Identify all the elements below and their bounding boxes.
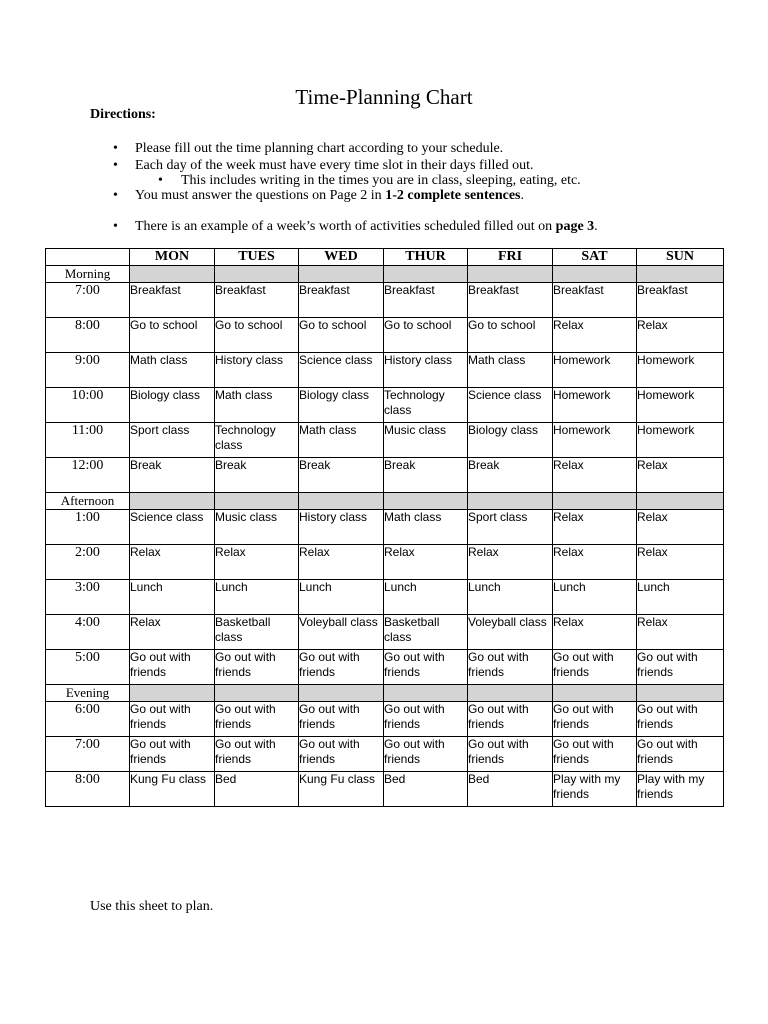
activity-cell: Math class [299, 423, 384, 458]
activity-cell: Homework [637, 388, 724, 423]
activity-cell: Relax [299, 545, 384, 580]
activity-cell: Go out with friends [553, 737, 637, 772]
activity-cell: Breakfast [299, 283, 384, 318]
activity-cell: Relax [553, 615, 637, 650]
activity-cell: Breakfast [553, 283, 637, 318]
day-header-fri: FRI [468, 249, 553, 266]
activity-cell: Math class [215, 388, 299, 423]
activity-cell: Math class [130, 353, 215, 388]
activity-cell: Relax [553, 510, 637, 545]
time-cell: 7:00 [46, 737, 130, 772]
table-row [46, 650, 724, 685]
activity-cell: Homework [553, 423, 637, 458]
day-header-sun: SUN [637, 249, 724, 266]
activity-cell: Lunch [215, 580, 299, 615]
activity-cell: Relax [130, 545, 215, 580]
activity-cell: Math class [468, 353, 553, 388]
activity-cell: Go out with friends [215, 650, 299, 685]
activity-cell: Science class [468, 388, 553, 423]
activity-cell: Homework [637, 353, 724, 388]
bullet-icon: • [113, 141, 118, 156]
section-fill-cell [215, 685, 299, 702]
section-fill-cell [637, 685, 724, 702]
activity-cell: Bed [468, 772, 553, 807]
time-cell: 11:00 [46, 423, 130, 458]
activity-cell: Relax [637, 510, 724, 545]
activity-cell: Biology class [299, 388, 384, 423]
activity-cell: Go out with friends [637, 650, 724, 685]
directions-item [113, 218, 598, 235]
activity-cell: Go out with friends [299, 737, 384, 772]
activity-cell: Relax [637, 458, 724, 493]
activity-cell: Technology class [384, 388, 468, 423]
activity-cell: Breakfast [637, 283, 724, 318]
table-row [46, 423, 724, 458]
bullet-icon: • [113, 219, 118, 234]
section-label: Afternoon [46, 493, 130, 510]
table-row [46, 545, 724, 580]
section-fill-cell [299, 493, 384, 510]
activity-cell: Lunch [468, 580, 553, 615]
footer-note: Use this sheet to plan. [90, 899, 214, 914]
section-fill-cell [637, 266, 724, 283]
activity-cell: Kung Fu class [299, 772, 384, 807]
activity-cell: Relax [637, 545, 724, 580]
activity-cell: Go to school [384, 318, 468, 353]
activity-cell: Sport class [130, 423, 215, 458]
activity-cell: Homework [553, 353, 637, 388]
activity-cell: Lunch [637, 580, 724, 615]
activity-cell: Go out with friends [637, 737, 724, 772]
activity-cell: Break [215, 458, 299, 493]
activity-cell: Play with my friends [553, 772, 637, 807]
activity-cell: Go out with friends [130, 702, 215, 737]
section-fill-cell [384, 493, 468, 510]
directions-label: Directions: [90, 107, 156, 122]
header-row [46, 249, 724, 266]
activity-cell: Play with my friends [637, 772, 724, 807]
activity-cell: Go out with friends [553, 650, 637, 685]
section-fill-cell [637, 493, 724, 510]
activity-cell: Voleyball class [299, 615, 384, 650]
activity-cell: Lunch [299, 580, 384, 615]
section-label: Evening [46, 685, 130, 702]
time-cell: 9:00 [46, 353, 130, 388]
activity-cell: Homework [637, 423, 724, 458]
activity-cell: Breakfast [384, 283, 468, 318]
activity-cell: Go out with friends [299, 650, 384, 685]
time-cell: 3:00 [46, 580, 130, 615]
activity-cell: Relax [215, 545, 299, 580]
day-header-sat: SAT [553, 249, 637, 266]
table-row [46, 510, 724, 545]
activity-cell: Bed [384, 772, 468, 807]
activity-cell: Basketball class [384, 615, 468, 650]
table-row [46, 772, 724, 807]
activity-cell: Go out with friends [384, 702, 468, 737]
activity-cell: Go out with friends [215, 737, 299, 772]
time-cell: 10:00 [46, 388, 130, 423]
time-planning-table [45, 248, 724, 807]
section-fill-cell [130, 266, 215, 283]
activity-cell: Math class [384, 510, 468, 545]
activity-cell: Bed [215, 772, 299, 807]
activity-cell: Breakfast [215, 283, 299, 318]
directions-text: There is an example of a week’s worth of activities scheduled filled out on [135, 219, 556, 234]
time-cell: 4:00 [46, 615, 130, 650]
activity-cell: Voleyball class [468, 615, 553, 650]
activity-cell: History class [299, 510, 384, 545]
section-fill-cell [299, 685, 384, 702]
activity-cell: Go to school [468, 318, 553, 353]
activity-cell: History class [384, 353, 468, 388]
activity-cell: Go out with friends [130, 650, 215, 685]
section-fill-cell [215, 493, 299, 510]
activity-cell: Go out with friends [637, 702, 724, 737]
section-fill-cell [384, 685, 468, 702]
activity-cell: Break [468, 458, 553, 493]
activity-cell: Go out with friends [299, 702, 384, 737]
directions-item [113, 187, 524, 204]
day-header-thur: THUR [384, 249, 468, 266]
activity-cell: History class [215, 353, 299, 388]
table-row [46, 615, 724, 650]
activity-cell: Relax [384, 545, 468, 580]
activity-cell: Sport class [468, 510, 553, 545]
section-fill-cell [299, 266, 384, 283]
section-fill-cell [130, 493, 215, 510]
activity-cell: Go out with friends [553, 702, 637, 737]
table-row [46, 388, 724, 423]
activity-cell: Break [384, 458, 468, 493]
directions-text: Please fill out the time planning chart according to your schedule. [135, 141, 504, 156]
activity-cell: Biology class [130, 388, 215, 423]
time-cell: 8:00 [46, 772, 130, 807]
activity-cell: Go out with friends [468, 650, 553, 685]
bullet-icon: • [158, 173, 163, 188]
directions-text: This includes writing in the times you are in class, sleeping, eating, etc. [181, 173, 581, 188]
table-row [46, 318, 724, 353]
bullet-icon: • [113, 158, 118, 173]
section-fill-cell [130, 685, 215, 702]
activity-cell: Go to school [299, 318, 384, 353]
activity-cell: Break [130, 458, 215, 493]
section-fill-cell [468, 685, 553, 702]
activity-cell: Music class [384, 423, 468, 458]
table-row [46, 737, 724, 772]
activity-cell: Relax [130, 615, 215, 650]
activity-cell: Relax [637, 318, 724, 353]
activity-cell: Lunch [553, 580, 637, 615]
table-row [46, 702, 724, 737]
section-fill-cell [553, 493, 637, 510]
activity-cell: Go out with friends [384, 650, 468, 685]
section-fill-cell [384, 266, 468, 283]
activity-cell: Kung Fu class [130, 772, 215, 807]
activity-cell: Homework [553, 388, 637, 423]
directions-text: . [520, 188, 524, 203]
section-fill-cell [468, 493, 553, 510]
emphasis-text: page 3 [555, 219, 595, 234]
activity-cell: Breakfast [468, 283, 553, 318]
bullet-icon: • [113, 188, 118, 203]
time-cell: 2:00 [46, 545, 130, 580]
section-row-afternoon [46, 493, 724, 510]
directions-item [113, 140, 504, 157]
section-fill-cell [553, 266, 637, 283]
section-fill-cell [215, 266, 299, 283]
activity-cell: Go out with friends [215, 702, 299, 737]
activity-cell: Relax [468, 545, 553, 580]
time-cell: 6:00 [46, 702, 130, 737]
time-cell: 1:00 [46, 510, 130, 545]
time-cell: 7:00 [46, 283, 130, 318]
day-header-wed: WED [299, 249, 384, 266]
activity-cell: Lunch [384, 580, 468, 615]
time-cell: 5:00 [46, 650, 130, 685]
table-row [46, 353, 724, 388]
activity-cell: Relax [553, 545, 637, 580]
emphasis-text: 1-2 complete sentences [385, 188, 521, 203]
page-title: Time-Planning Chart [295, 85, 473, 109]
activity-cell: Basketball class [215, 615, 299, 650]
directions-text: Each day of the week must have every time slot in their days filled out. [135, 158, 534, 173]
activity-cell: Go out with friends [384, 737, 468, 772]
activity-cell: Breakfast [130, 283, 215, 318]
section-row-morning [46, 266, 724, 283]
time-cell: 12:00 [46, 458, 130, 493]
activity-cell: Music class [215, 510, 299, 545]
activity-cell: Go out with friends [130, 737, 215, 772]
table-row [46, 458, 724, 493]
directions-text: You must answer the questions on Page 2 in [135, 188, 386, 203]
activity-cell: Go out with friends [468, 702, 553, 737]
time-cell: 8:00 [46, 318, 130, 353]
corner-cell [46, 249, 130, 266]
activity-cell: Biology class [468, 423, 553, 458]
day-header-mon: MON [130, 249, 215, 266]
activity-cell: Science class [299, 353, 384, 388]
section-fill-cell [553, 685, 637, 702]
section-label: Morning [46, 266, 130, 283]
section-fill-cell [468, 266, 553, 283]
table-row [46, 580, 724, 615]
activity-cell: Go to school [215, 318, 299, 353]
section-row-evening [46, 685, 724, 702]
activity-cell: Technology class [215, 423, 299, 458]
activity-cell: Relax [553, 318, 637, 353]
activity-cell: Relax [637, 615, 724, 650]
activity-cell: Go out with friends [468, 737, 553, 772]
day-header-tues: TUES [215, 249, 299, 266]
activity-cell: Science class [130, 510, 215, 545]
activity-cell: Go to school [130, 318, 215, 353]
activity-cell: Relax [553, 458, 637, 493]
activity-cell: Lunch [130, 580, 215, 615]
directions-text: . [594, 219, 598, 234]
activity-cell: Break [299, 458, 384, 493]
table-row [46, 283, 724, 318]
